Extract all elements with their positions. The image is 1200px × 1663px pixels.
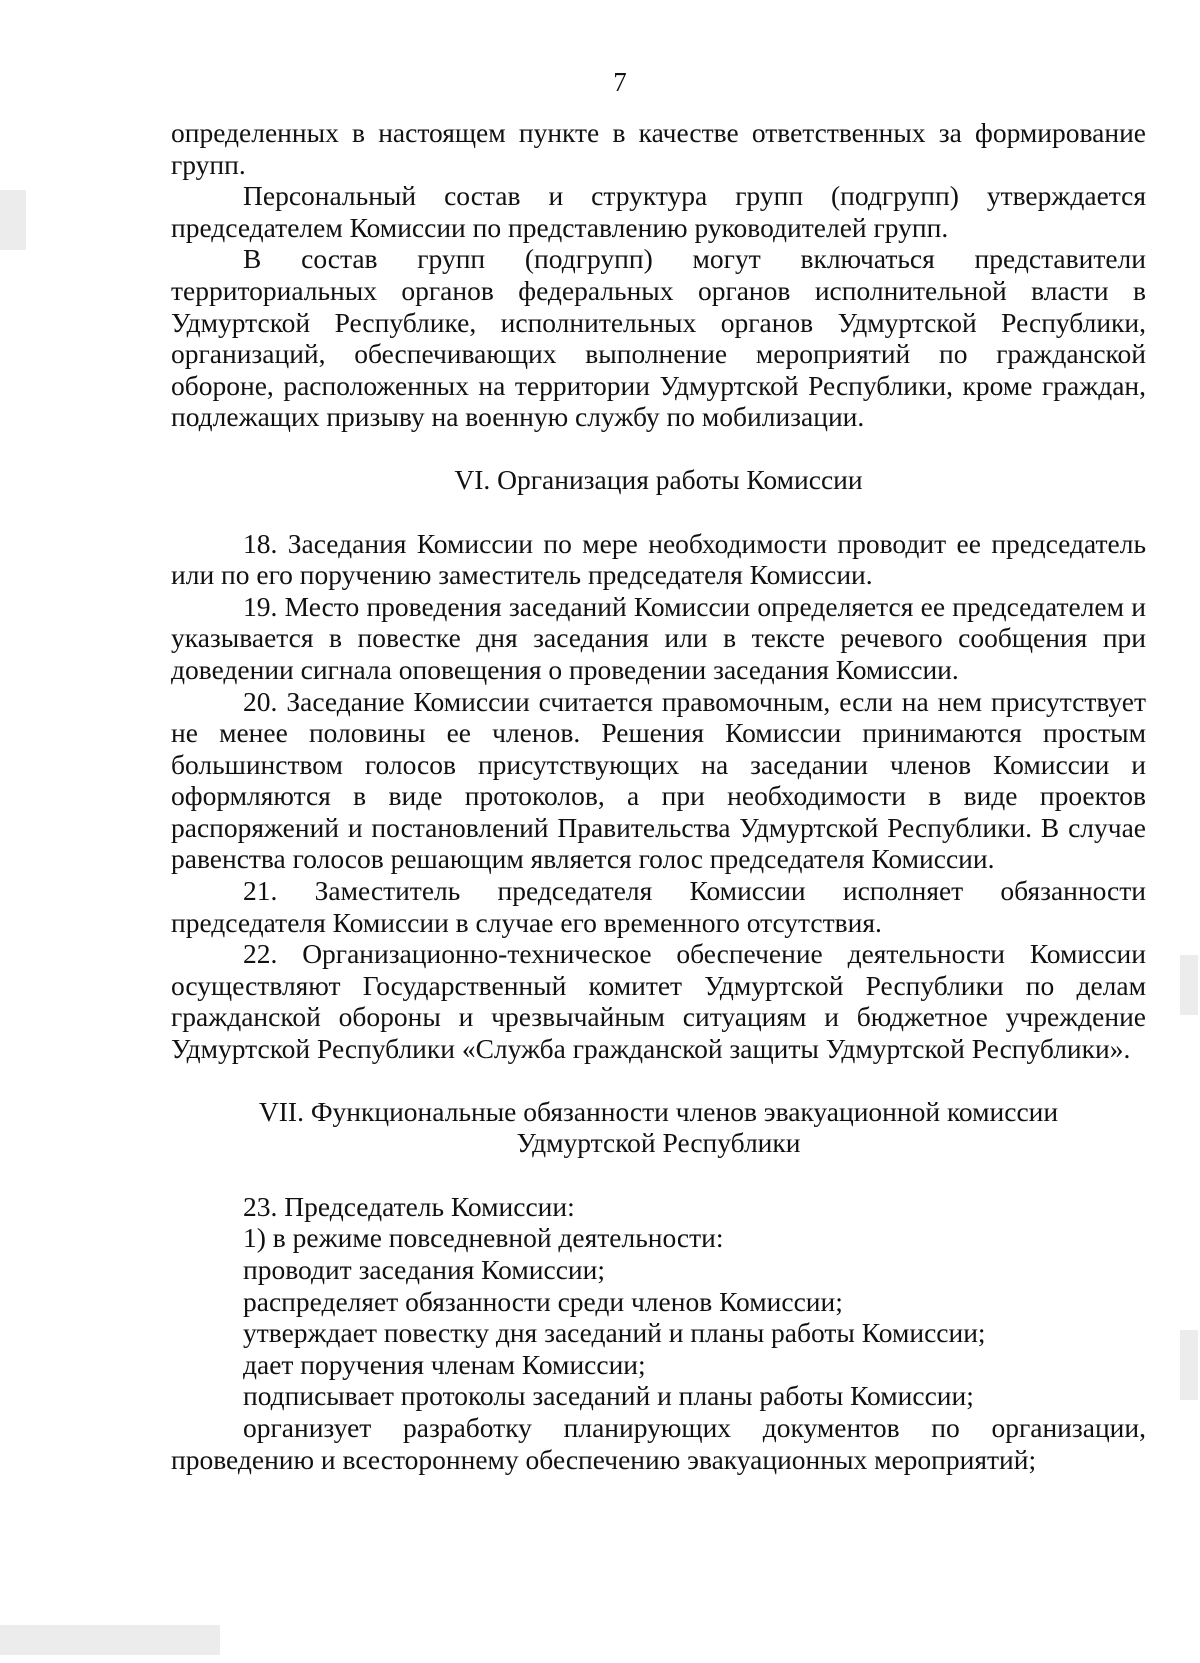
item-19: 19. Место проведения заседаний Комиссии определяется ее председателем и указывается в повестке дня заседания или в тексте речевого сообщения при доведении сигнала оповещения о проведении заседания Комиссии. [171, 590, 1146, 685]
duty-line: распределяет обязанности среди членов Комиссии; [243, 1285, 843, 1317]
section-7-heading-line-2: Удмуртской Республики [516, 1127, 801, 1159]
item-23-title: 23. Председатель Комиссии: [243, 1190, 575, 1222]
scan-noise [0, 190, 26, 250]
duty-paragraph: организует разработку планирующих документов по организации, проведению и всестороннему обеспечению эвакуационных мероприятий; [171, 1411, 1146, 1475]
subitem-1-title: 1) в режиме повседневной деятельности: [243, 1222, 724, 1254]
duty-line: подписывает протоколы заседаний и планы работы Комиссии; [243, 1380, 974, 1412]
page-number: 7 [613, 67, 627, 97]
scan-noise [1180, 955, 1198, 1015]
scan-noise [1180, 1330, 1198, 1400]
section-7-heading-line-1: VII. Функциональные обязанности членов эвакуационной комиссии [258, 1095, 1059, 1127]
item-18: 18. Заседания Комиссии по мере необходимости проводит ее председатель или по его поручению заместитель председателя Комиссии. [171, 527, 1146, 591]
section-6-heading: VI. Организация работы Комиссии [454, 463, 863, 495]
item-20: 20. Заседание Комиссии считается правомочным, если на нем присутствует не менее половины ее членов. Решения Комиссии принимаются простым большинством голосов присутствующих на заседании членов Комиссии и оформляются в виде протоколов, а при необходимости в виде проектов распоряжений и постановлений Правительства Удмуртской Республики. В случае равенства голосов решающим является голос председателя Комиссии. [171, 685, 1146, 875]
section-7-heading [171, 1096, 1146, 1159]
paragraph-continuation: определенных в настоящем пункте в качестве ответственных за формирование групп. [171, 117, 1146, 180]
page-content [171, 117, 1146, 1475]
duty-line: дает поручения членам Комиссии; [243, 1348, 646, 1380]
scan-noise [0, 1625, 220, 1655]
duty-line: утверждает повестку дня заседаний и планы работы Комиссии; [243, 1317, 986, 1349]
item-21: 21. Заместитель председателя Комиссии исполняет обязанности председателя Комиссии в случае его временного отсутствия. [171, 875, 1146, 938]
paragraph-group-composition: В состав групп (подгрупп) могут включаться представители территориальных органов федеральных органов исполнительной власти в Удмуртской Республике, исполнительных органов Удмуртской Республики, организаций, обеспечивающих выполнение мероприятий по гражданской обороне, расположенных на территории Удмуртской Республики, кроме граждан, подлежащих призыву на военную службу по мобилизации. [171, 243, 1146, 433]
paragraph-personnel: Персональный состав и структура групп (подгрупп) утверждается председателем Комиссии по представлению руководителей групп. [171, 180, 1146, 243]
duty-line: проводит заседания Комиссии; [243, 1254, 605, 1285]
item-22: 22. Организационно-техническое обеспечение деятельности Комиссии осуществляют Государственный комитет Удмуртской Республики по делам гражданской обороны и чрезвычайным ситуациям и бюджетное учреждение Удмуртской Республики «Служба гражданской защиты Удмуртской Республики». [171, 938, 1146, 1065]
